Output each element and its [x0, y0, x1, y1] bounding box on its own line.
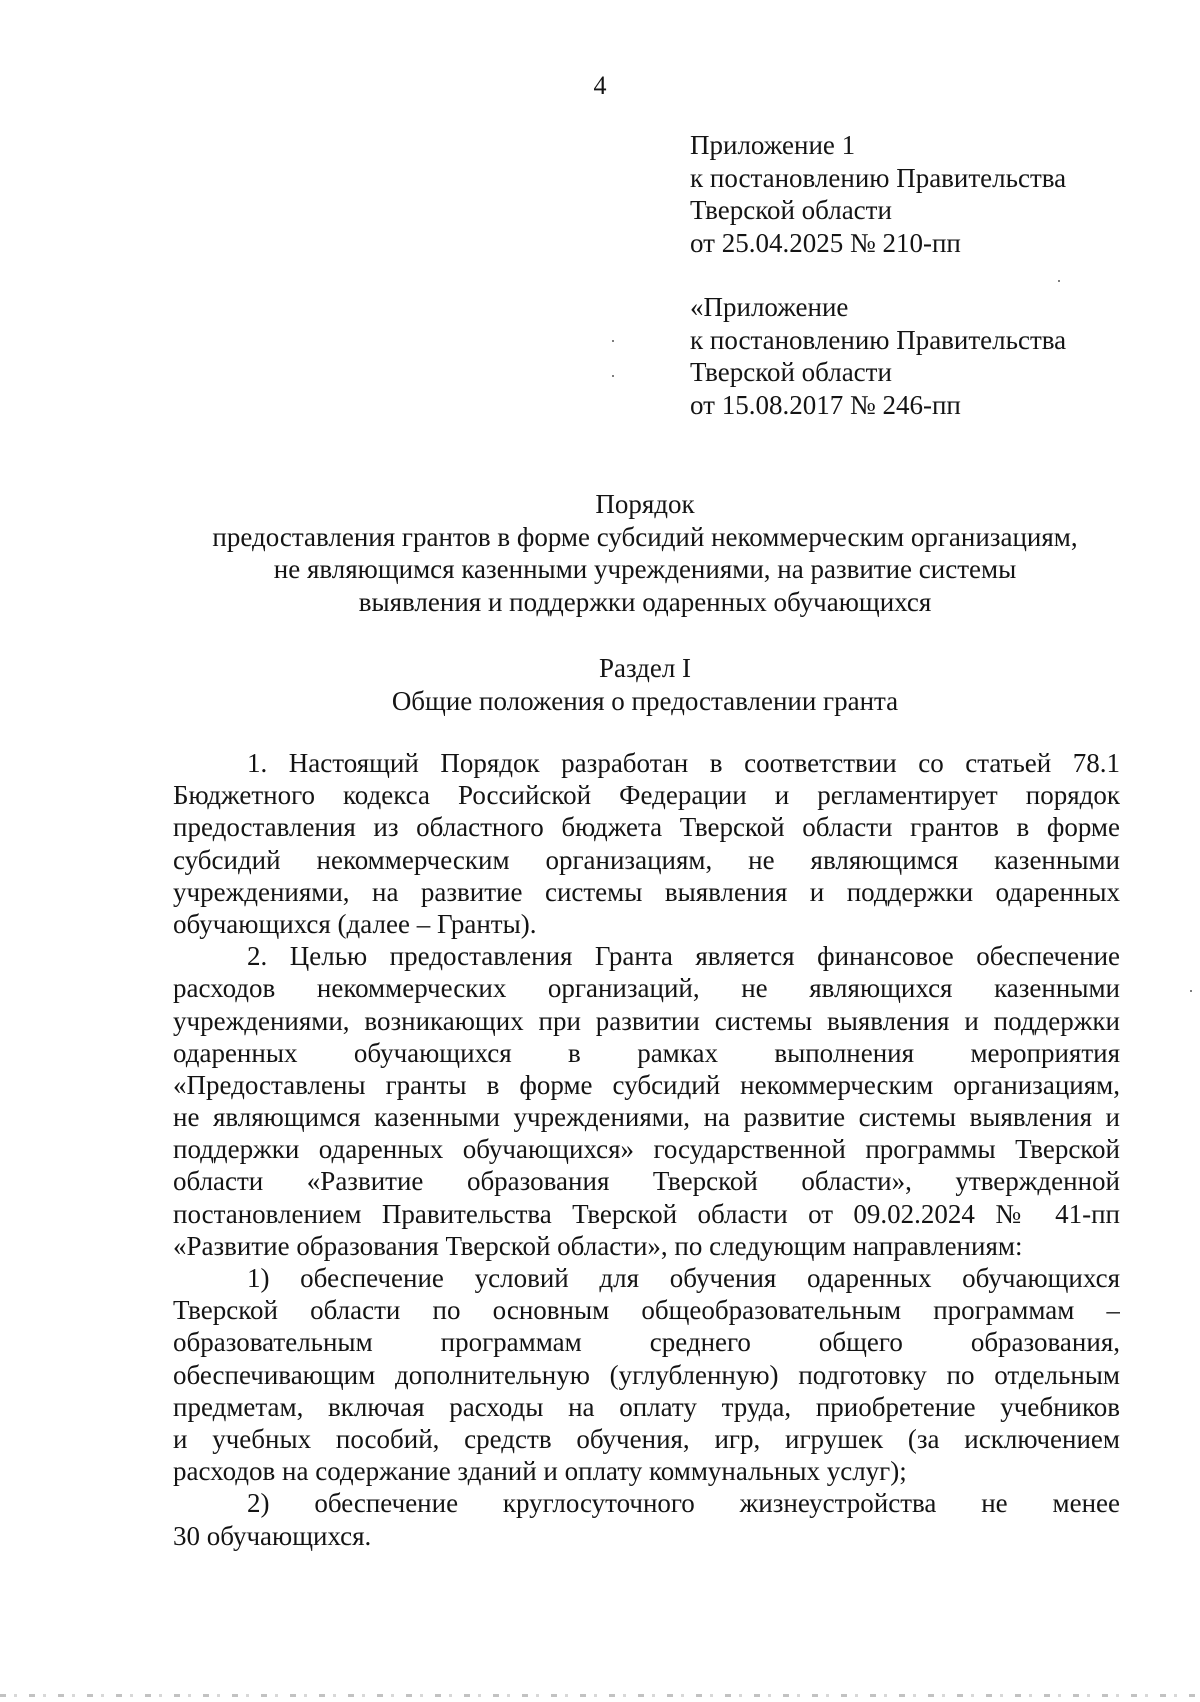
paragraph-line: и учебных пособий, средств обучения, игр, игрушек (за исключением [173, 1423, 1120, 1454]
body-text [173, 747, 1120, 1552]
attachment-decree-date-number: от 15.08.2017 № 246-пп [690, 389, 961, 420]
paragraph-line: постановлением Правительства Тверской области от 09.02.2024 № 41-пп [173, 1198, 1120, 1229]
scan-edge-noise [0, 1694, 1200, 1697]
paragraph-line: 2. Целью предоставления Гранта является финансовое обеспечение [247, 941, 1120, 972]
paragraph-line: обеспечивающим дополнительную (углубленную) подготовку по отдельным [173, 1359, 1120, 1390]
attachment-label: «Приложение [690, 292, 849, 322]
attachment-header-current [690, 129, 1160, 259]
scan-speck [1190, 990, 1192, 992]
paragraph-line: расходов на содержание зданий и оплату коммунальных услуг); [173, 1456, 907, 1487]
section-number: Раздел I [598, 653, 692, 683]
paragraph-line: поддержки одаренных обучающихся» государственной программы Тверской [173, 1134, 1120, 1165]
paragraph-line: «Развитие образования Тверской области», по следующим направлениям: [173, 1230, 1023, 1261]
title-word: Порядок [595, 489, 695, 519]
scan-speck [612, 375, 614, 377]
paragraph-line: «Предоставлены гранты в форме субсидий некоммерческим организациям, [173, 1069, 1120, 1100]
scan-speck [1058, 280, 1060, 282]
paragraph-line: предоставления из областного бюджета Тверской области грантов в форме [173, 812, 1120, 843]
paragraph-line: 2) обеспечение круглосуточного жизнеустройства не менее [247, 1488, 1120, 1519]
section-heading [170, 652, 1120, 717]
paragraph-line: не являющимся казенными учреждениями, на развитие системы выявления и [173, 1102, 1120, 1133]
paragraph-line: субсидий некоммерческим организациям, не являющимся казенными [173, 844, 1120, 875]
section-name: Общие положения о предоставлении гранта [391, 685, 899, 716]
attachment-label: Приложение 1 [690, 130, 856, 160]
paragraph-line: расходов некоммерческих организаций, не являющихся казенными [173, 973, 1120, 1004]
title-line: выявления и поддержки одаренных обучающихся [358, 586, 932, 617]
attachment-header-original [690, 291, 1160, 421]
attachment-decree-type: к постановлению Правительства [690, 162, 1067, 193]
attachment-decree-date-number: от 25.04.2025 № 210-пп [690, 227, 961, 258]
paragraph-line: 1) обеспечение условий для обучения одаренных обучающихся [247, 1263, 1120, 1293]
paragraph-line: Бюджетного кодекса Российской Федерации и регламентирует порядок [173, 780, 1120, 811]
attachment-region: Тверской области [690, 357, 892, 387]
paragraph-line: области «Развитие образования Тверской области», утвержденной [173, 1166, 1120, 1197]
paragraph-line: Тверской области по основным общеобразовательным программам – [173, 1295, 1120, 1326]
page-number: 4 [593, 71, 607, 100]
paragraph-line: 30 обучающихся. [173, 1520, 372, 1551]
paragraph-line: предметам, включая расходы на оплату труда, приобретение учебников [173, 1391, 1120, 1422]
document-title [170, 488, 1120, 618]
scan-speck [612, 340, 614, 342]
title-line: не являющимся казенными учреждениями, на развитие системы [273, 554, 1017, 584]
attachment-region: Тверской области [690, 195, 892, 225]
paragraph-line: одаренных обучающихся в рамках выполнения мероприятия [173, 1037, 1120, 1068]
paragraph-line: учреждениями, на развитие системы выявления и поддержки одаренных [173, 876, 1120, 907]
paragraph-line: учреждениями, возникающих при развитии системы выявления и поддержки [173, 1005, 1120, 1036]
attachment-decree-type: к постановлению Правительства [690, 324, 1067, 355]
paragraph-line: обучающихся (далее – Гранты). [173, 908, 537, 939]
paragraph-line: образовательным программам среднего общего образования, [173, 1327, 1120, 1358]
paragraph-line: 1. Настоящий Порядок разработан в соответствии со статьей 78.1 [247, 748, 1120, 778]
title-line: предоставления грантов в форме субсидий некоммерческим организациям, [212, 521, 1078, 552]
